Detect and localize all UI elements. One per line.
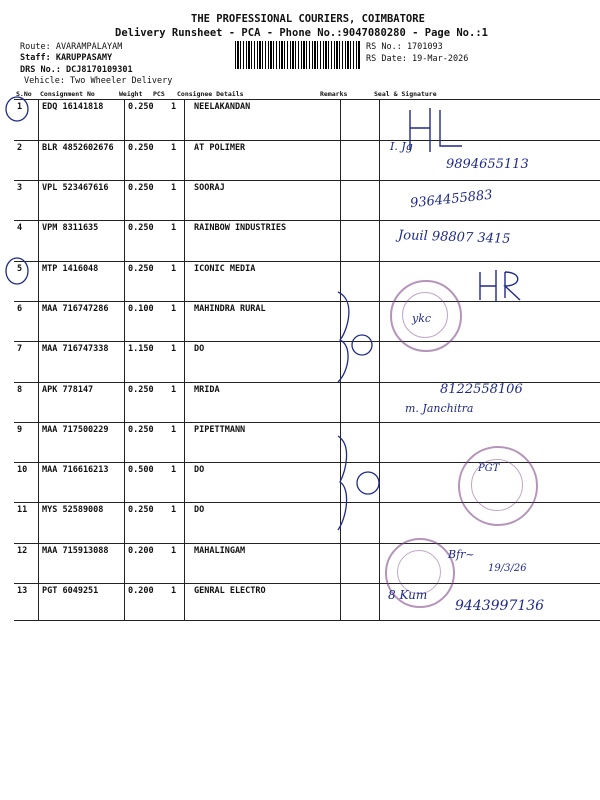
row-sno: 5 xyxy=(17,264,23,274)
row-weight: 0.100 xyxy=(128,304,154,314)
company-title: THE PROFESSIONAL COURIERS, COIMBATORE xyxy=(191,13,425,25)
row-pcs: 1 xyxy=(171,304,177,314)
row-consignee: RAINBOW INDUSTRIES xyxy=(194,223,287,233)
row-weight: 0.250 xyxy=(128,183,154,193)
row-pcs: 1 xyxy=(171,546,177,556)
col-pcs: PCS xyxy=(153,90,165,98)
row-sno: 8 xyxy=(17,385,23,395)
row-pcs: 1 xyxy=(171,425,177,435)
row-consignment: PGT 6049251 xyxy=(42,586,99,596)
row-weight: 0.250 xyxy=(128,264,154,274)
row-sno: 2 xyxy=(17,143,23,153)
phone-row-13: 9443997136 xyxy=(455,598,545,614)
rs-date: RS Date: 19-Mar-2026 xyxy=(366,54,469,64)
route: Route: AVARAMPALAYAM xyxy=(20,42,123,52)
row-consignee: AT POLIMER xyxy=(194,143,246,153)
row-sno: 10 xyxy=(17,465,28,475)
col-sno: S.No xyxy=(16,90,32,98)
note-row-4: Jouil 98807 3415 xyxy=(397,228,511,247)
row-weight: 0.200 xyxy=(128,586,154,596)
row-consignment: VPL 523467616 xyxy=(42,183,109,193)
drs-number: DRS No.: DCJ8170109301 xyxy=(20,65,133,75)
col-weight: Weight xyxy=(119,90,143,98)
row-sno: 4 xyxy=(17,223,23,233)
row-consignee: SOORAJ xyxy=(194,183,225,193)
row-sno: 1 xyxy=(17,102,23,112)
rs-number: RS No.: 1701093 xyxy=(366,42,443,52)
row-weight: 0.250 xyxy=(128,385,154,395)
row-pcs: 1 xyxy=(171,223,177,233)
row-weight: 0.250 xyxy=(128,102,154,112)
row-consignment: MAA 716747286 xyxy=(42,304,109,314)
row-consignee: PIPETTMANN xyxy=(194,425,246,435)
row-consignee: NEELAKANDAN xyxy=(194,102,251,112)
phone-row-3: 9364455883 xyxy=(409,187,494,212)
row-pcs: 1 xyxy=(171,505,177,515)
sign-row-13: 8 Kum xyxy=(388,588,428,602)
row-pcs: 1 xyxy=(171,264,177,274)
row-sno: 13 xyxy=(17,586,28,596)
row-weight: 1.150 xyxy=(128,344,154,354)
row-pcs: 1 xyxy=(171,465,177,475)
row-pcs: 1 xyxy=(171,102,177,112)
row-consignment: EDQ 16141818 xyxy=(42,102,104,112)
row-consignment: VPM 8311635 xyxy=(42,223,99,233)
row-weight: 0.250 xyxy=(128,223,154,233)
row-consignee: MRIDA xyxy=(194,385,220,395)
sign-row-10: PGT xyxy=(478,463,500,474)
row-pcs: 1 xyxy=(171,183,177,193)
col-consignment: Consignment No xyxy=(40,90,95,98)
col-consignee: Consignee Details xyxy=(177,90,244,98)
row-sno: 3 xyxy=(17,183,23,193)
row-consignment: MAA 716616213 xyxy=(42,465,109,475)
sign-row-6: ykc xyxy=(412,312,432,325)
row-consignee: DO xyxy=(194,344,205,354)
row-sno: 9 xyxy=(17,425,23,435)
row-consignment: MAA 716747338 xyxy=(42,344,109,354)
row-consignment: BLR 4852602676 xyxy=(42,143,114,153)
row-consignment: MAA 715913088 xyxy=(42,546,109,556)
row-pcs: 1 xyxy=(171,143,177,153)
row-consignment: MYS 52589008 xyxy=(42,505,104,515)
col-seal: Seal & Signature xyxy=(374,90,437,98)
phone-row-8: 8122558106 xyxy=(440,382,523,397)
row-weight: 0.250 xyxy=(128,143,154,153)
row-weight: 0.250 xyxy=(128,425,154,435)
row-consignment: APK 778147 xyxy=(42,385,94,395)
row-consignee: GENRAL ELECTRO xyxy=(194,586,266,596)
runsheet-subtitle: Delivery Runsheet - PCA - Phone No.:9047080280 - Page No.:1 xyxy=(115,27,488,39)
row-consignee: MAHINDRA RURAL xyxy=(194,304,266,314)
vehicle: Vehicle: Two Wheeler Delivery xyxy=(24,76,173,86)
signature-row-2: I. Jg xyxy=(390,140,413,153)
row-consignment: MTP 1416048 xyxy=(42,264,99,274)
row-sno: 6 xyxy=(17,304,23,314)
row-pcs: 1 xyxy=(171,344,177,354)
row-weight: 0.250 xyxy=(128,505,154,515)
col-remarks: Remarks xyxy=(320,90,348,98)
row-pcs: 1 xyxy=(171,586,177,596)
row-pcs: 1 xyxy=(171,385,177,395)
row-consignee: DO xyxy=(194,505,205,515)
row-weight: 0.500 xyxy=(128,465,154,475)
phone-row-2: 9894655113 xyxy=(446,157,529,172)
row-consignee: MAHALINGAM xyxy=(194,546,246,556)
row-consignee: DO xyxy=(194,465,205,475)
sign-row-12: Bfr~ xyxy=(448,548,475,561)
staff: Staff: KARUPPASAMY xyxy=(20,53,113,63)
row-sno: 7 xyxy=(17,344,23,354)
row-weight: 0.200 xyxy=(128,546,154,556)
row-sno: 12 xyxy=(17,546,28,556)
date-row-12: 19/3/26 xyxy=(488,563,527,574)
row-sno: 11 xyxy=(17,505,28,515)
name-row-8: m. Janchitra xyxy=(405,402,474,415)
row-consignee: ICONIC MEDIA xyxy=(194,264,256,274)
row-consignment: MAA 717500229 xyxy=(42,425,109,435)
